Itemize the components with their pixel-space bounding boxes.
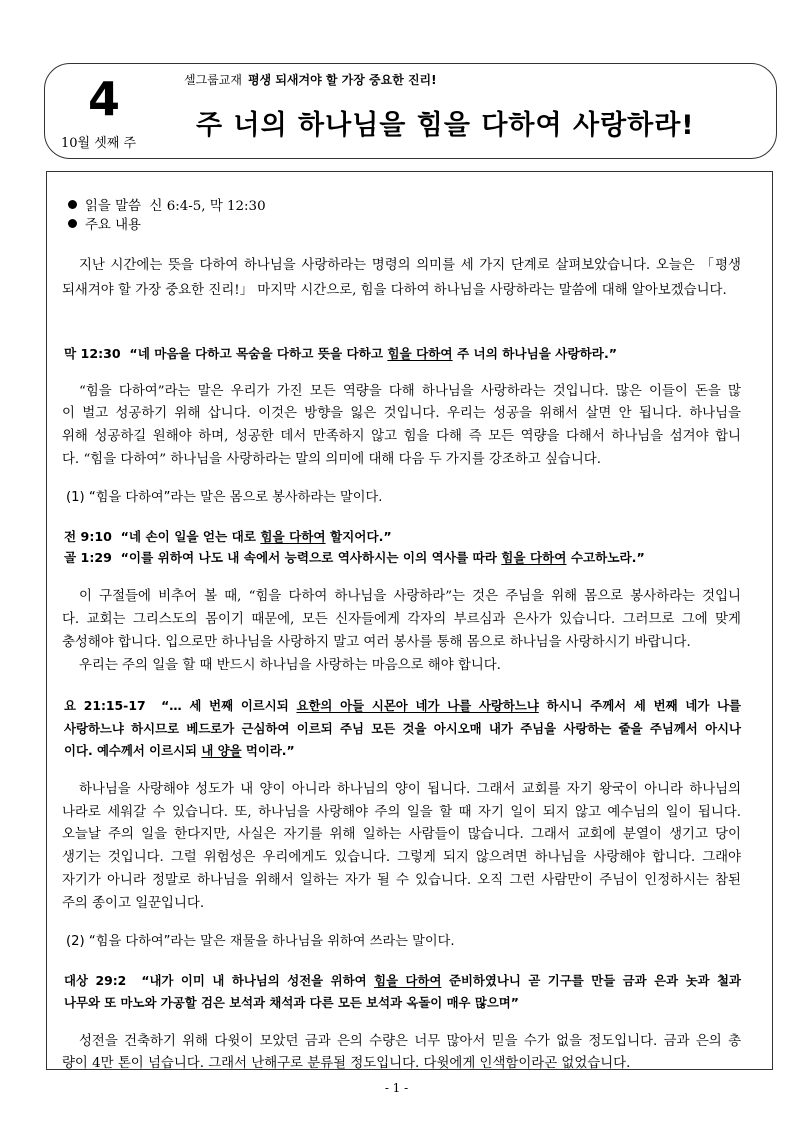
verse-text: 먹이라.” bbox=[241, 743, 295, 758]
verse-text: 할지어다.” bbox=[325, 529, 392, 544]
para3-line: 자기가 아니라 정말로 하나님을 위해서 일하는 자가 될 수 있습니다. 오직 그런 사람만이 주님이 인정하시는 참된 bbox=[62, 873, 741, 888]
para2-line: 다. 교회는 그리스도의 몸이기 때문에, 모든 신자들에게 각자의 부르심과 은사가 있습니다. 그러므로 그에 맞게 bbox=[62, 612, 741, 627]
verse-text: “네 손이 일을 얻는 대로 bbox=[120, 529, 261, 544]
verse-text: 준비하였나니 곧 기구를 만들 금과 은과 놋과 철과 bbox=[441, 973, 741, 988]
para4-line: 성전을 건축하기 위해 다윗이 모았던 금과 은의 수량은 너무 많아서 믿을 수가 없을 정도입니다. 금과 은의 총 bbox=[79, 1034, 741, 1049]
verse-col-1-29 bbox=[64, 549, 741, 567]
verse-underlined: 힘을 다하여 bbox=[260, 529, 326, 544]
verse-underlined: 내 양을 bbox=[201, 743, 242, 758]
verse-ref: 골 1:29 bbox=[64, 550, 112, 565]
series-subtitle: 평생 되새겨야 할 가장 중요한 진리! bbox=[247, 73, 437, 87]
reading-line bbox=[62, 198, 741, 216]
main-content-label: 주요 내용 bbox=[85, 218, 141, 233]
bullet-icon bbox=[68, 219, 77, 228]
point-1-heading: (1) “힘을 다하여”라는 말은 몸으로 봉사하라는 말이다. bbox=[66, 490, 383, 505]
reading-reference: 신 6:4-5, 막 12:30 bbox=[149, 199, 266, 214]
series-line bbox=[184, 71, 437, 88]
verse-text: “이를 위하여 나도 내 속에서 능력으로 역사하시는 이의 역사를 따라 bbox=[120, 550, 502, 565]
para2-line: 이 구절들에 비추어 볼 때, “힘을 다하여 하나님을 사랑하라”는 것은 주님을 위해 몸으로 봉사하라는 것입니 bbox=[79, 589, 741, 604]
verse-underlined: 요한의 아들 시몬아 네가 나를 사랑하느냐 bbox=[296, 698, 539, 713]
verse-john-21 bbox=[64, 697, 741, 715]
main-content-line bbox=[62, 217, 741, 235]
intro-line: 지난 시간에는 뜻을 다하여 하나님을 사랑하라는 명령의 의미를 세 가지 단계로 살펴보았습니다. 오늘은 「평생 bbox=[79, 258, 741, 273]
verse-ref: 대상 29:2 bbox=[64, 973, 127, 988]
verse-ref: 전 9:10 bbox=[64, 529, 112, 544]
verse-text: “… 세 번째 이르시되 bbox=[161, 698, 297, 713]
verse-john-line-2: 사랑하느냐 하시므로 베드로가 근심하여 이르되 주님 모든 것을 아시오매 내가 주님을 사랑하는 줄을 주님께서 아시나 bbox=[64, 721, 741, 736]
verse-mark-12-30 bbox=[64, 345, 741, 363]
para3-line: 나라로 세워갈 수 있습니다. 또, 하나님을 사랑해야 주의 일을 할 때 자기 일이 되지 않고 예수님의 일이 됩니다. bbox=[62, 805, 741, 820]
verse-underlined: 힘을 다하여 bbox=[374, 973, 442, 988]
page-title: 주 너의 하나님을 힘을 다하여 사랑하라! bbox=[196, 110, 695, 141]
verse-chron-29-2 bbox=[64, 972, 741, 990]
verse-text: “네 마음을 다하고 목숨을 다하고 뜻을 다하고 bbox=[129, 346, 388, 361]
page-number: - 1 - bbox=[384, 1081, 409, 1095]
verse-john-line-3 bbox=[64, 742, 741, 760]
bullet-icon bbox=[68, 200, 77, 209]
para3-line: 오늘날 주의 일을 한다지만, 사실은 자기를 위해 일하는 사람들이 많습니다. 그래서 교회에 분열이 생기고 당이 bbox=[62, 827, 741, 842]
verse-ref: 요 21:15-17 bbox=[64, 698, 146, 713]
verse-text: 하시니 주께서 세 번째 네가 나를 bbox=[538, 698, 741, 713]
para1-line: 이 벌고 성공하기 위해 삽니다. 이것은 방향을 잃은 것입니다. 우리는 성공을 위해서 살면 안 됩니다. 하나님을 bbox=[62, 406, 741, 421]
verse-ref: 막 12:30 bbox=[64, 346, 121, 361]
verse-eccl-9-10 bbox=[64, 528, 741, 546]
verse-text: 수고하노라.” bbox=[566, 550, 645, 565]
para1-line: 다. “힘을 다하여” 하나님을 사랑하라는 말의 의미에 대해 다음 두 가지를 강조하고 싶습니다. bbox=[62, 452, 601, 467]
series-label: 셀그룹교재 bbox=[184, 73, 242, 87]
verse-text: 주 너의 하나님을 사랑하라.” bbox=[452, 346, 618, 361]
point-2-heading: (2) “힘을 다하여”라는 말은 재물을 하나님을 위하여 쓰라는 말이다. bbox=[66, 934, 455, 949]
verse-underlined: 힘을 다하여 bbox=[501, 550, 567, 565]
verse-chron-line-2: 나무와 또 마노와 가공할 검은 보석과 채석과 다른 모든 보석과 옥돌이 매우 많으며” bbox=[64, 995, 519, 1010]
verse-text: 이다. 예수께서 이르시되 bbox=[64, 743, 202, 758]
verse-underlined: 힘을 다하여 bbox=[387, 346, 453, 361]
para3-line: 주의 종이고 일꾼입니다. bbox=[62, 896, 205, 911]
para2-line: 우리는 주의 일을 할 때 반드시 하나님을 사랑하는 마음으로 해야 합니다. bbox=[79, 658, 501, 673]
lesson-number: 4 bbox=[88, 72, 121, 126]
para3-line: 생기는 것입니다. 그럴 위험성은 우리에게도 있습니다. 그렇게 되지 않으려면 하나님을 사랑해야 합니다. 그래야 bbox=[62, 850, 741, 865]
para4-line: 량이 4만 톤이 넘습니다. 그래서 난해구로 분류될 정도입니다. 다윗에게 인색함이라곤 없었습니다. bbox=[62, 1056, 631, 1071]
para3-line: 하나님을 사랑해야 성도가 내 양이 아니라 하나님의 양이 됩니다. 그래서 교회를 자기 왕국이 아니라 하나님의 bbox=[79, 782, 741, 797]
para2-line: 충성해야 합니다. 입으로만 하나님을 사랑하지 말고 여러 봉사를 통해 몸으로 하나님을 사랑하시기 바랍니다. bbox=[62, 635, 691, 650]
intro-line: 되새겨야 할 가장 중요한 진리!」 마지막 시간으로, 힘을 다하여 하나님을 사랑하라는 말씀에 대해 알아보겠습니다. bbox=[62, 283, 727, 298]
week-label: 10월 셋째 주 bbox=[61, 136, 137, 151]
verse-text: “내가 이미 내 하나님의 성전을 위하여 bbox=[141, 973, 375, 988]
reading-label: 읽을 말씀 bbox=[85, 199, 141, 214]
para1-line: 위해 성공하길 원해야 하며, 성공한 데서 만족하지 않고 힘을 다해 즉 모든 역량을 다해서 하나님을 섬겨야 합니 bbox=[62, 429, 741, 444]
para1-line: “힘을 다하여”라는 말은 우리가 가진 모든 역량을 다해 하나님을 사랑하라는 것입니다. 많은 이들이 돈을 많 bbox=[79, 384, 741, 399]
